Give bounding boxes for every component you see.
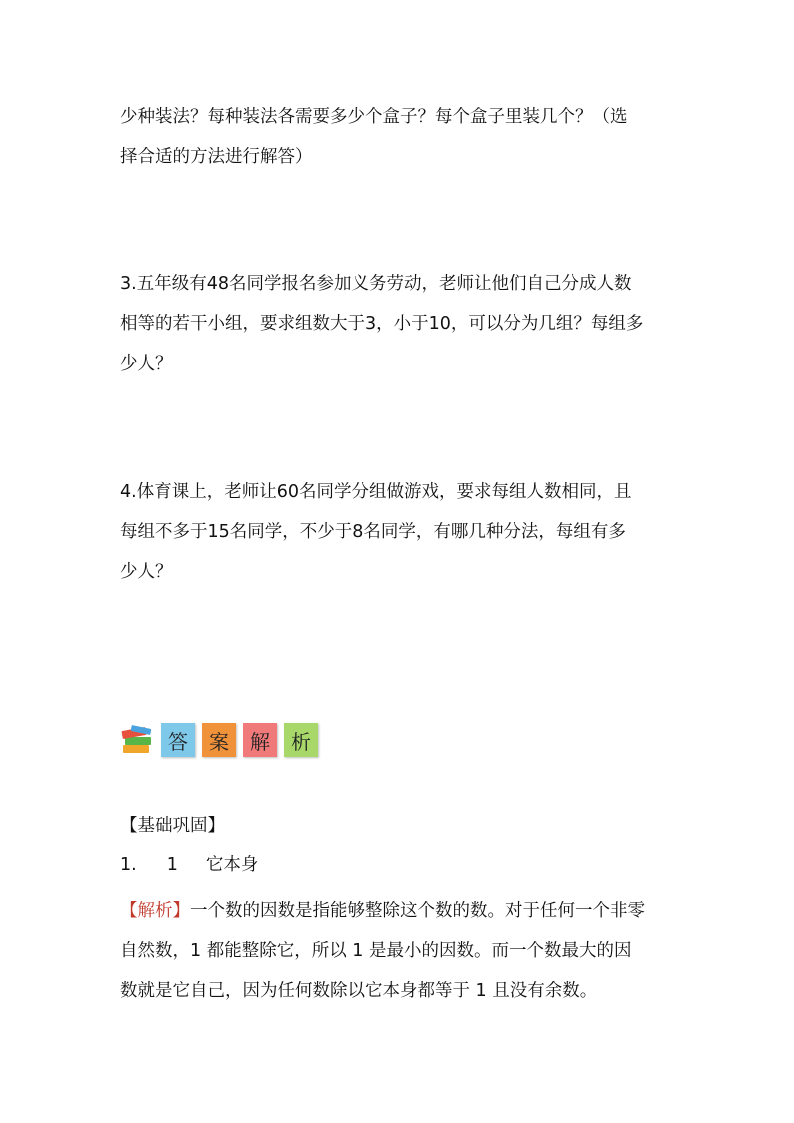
banner-tile-explain: 解: [243, 723, 277, 757]
question-4: 4.体育课上，老师让60名同学分组做游戏，要求每组人数相同，且 每组不多于15名同学，不少于8名同学，有哪几种分法，每组有多 少人？: [120, 482, 632, 582]
explanation-1: 【解析】一个数的因数是指能够整除这个数的数。对于任何一个非零 自然数，1 都能整除它，所以 1 是最小的因数。而一个数最大的因 数就是它自己，因为任何数除以它本身都等于 1 且没有余数。: [120, 901, 645, 1001]
question-3: 3.五年级有48名同学报名参加义务劳动，老师让他们自己分成人数 相等的若干小组，要求组数大于3，小于10，可以分为几组？每组多 少人？: [120, 274, 644, 374]
banner-tile-case: 案: [202, 723, 236, 757]
banner-tile-analyze: 析: [284, 723, 318, 757]
answer-number: 1.: [120, 855, 137, 875]
answer-blank-2: 它本身: [205, 855, 259, 875]
banner-tile-answer: 答: [161, 723, 195, 757]
answer-blank-1: 1: [166, 855, 178, 875]
question-continued: 少种装法？每种装法各需要多少个盒子？每个盒子里装几个？（选 择合适的方法进行解答）: [120, 107, 628, 167]
explanation-tag: 【解析】: [120, 901, 190, 921]
books-icon: [121, 723, 157, 757]
answer-1: [120, 851, 258, 879]
section-title: 【基础巩固】: [120, 816, 225, 836]
answer-analysis-banner: [121, 723, 325, 757]
